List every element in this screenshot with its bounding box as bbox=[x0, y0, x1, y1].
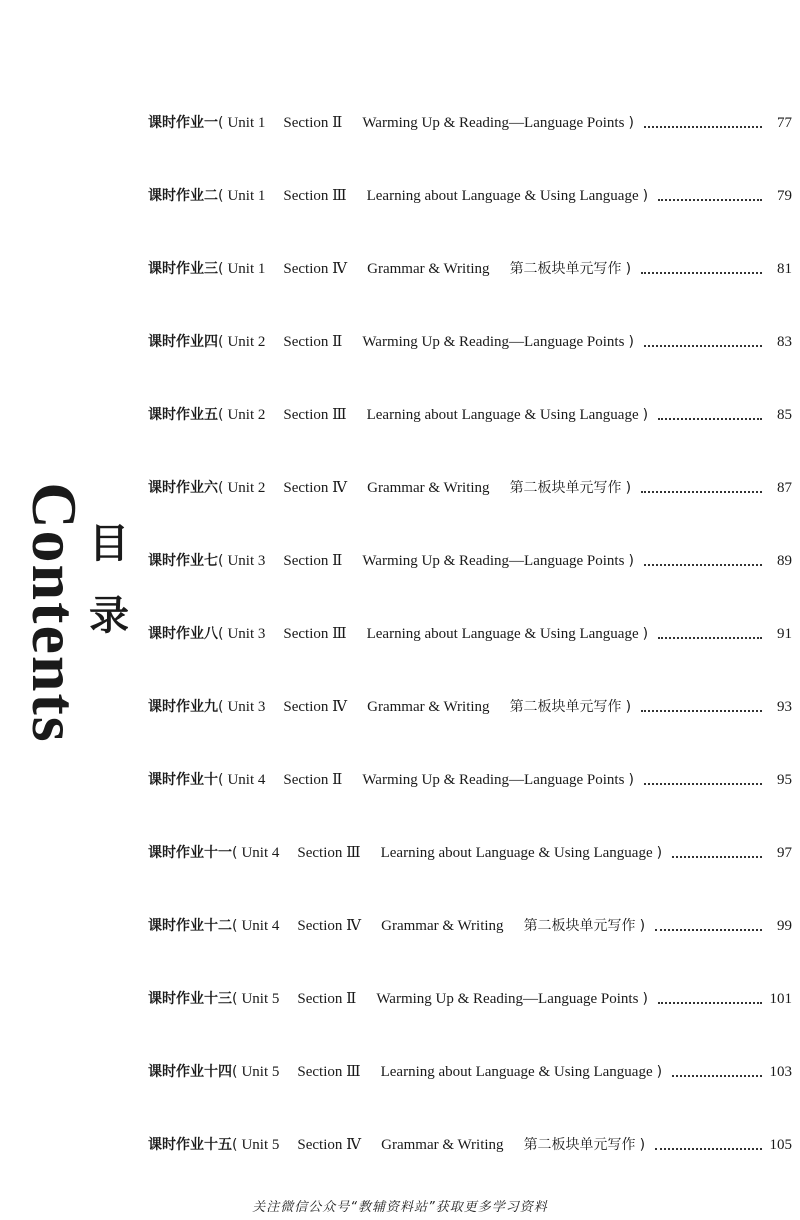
toc-entry-page-number: 79 bbox=[777, 187, 792, 204]
toc-entry-close-paren: ) bbox=[642, 187, 649, 204]
toc-entry-section: Section Ⅲ bbox=[297, 844, 361, 861]
footer-note: 关注微信公众号“教辅资料站”获取更多学习资料 bbox=[252, 1200, 548, 1215]
toc-entry-open-paren: ( bbox=[218, 771, 224, 788]
toc-entry-close-paren: ) bbox=[642, 625, 649, 642]
toc-entry-page-number: 83 bbox=[777, 333, 792, 350]
toc-entry-close-paren: ) bbox=[628, 333, 634, 350]
toc-entry-label: 课时作业五 bbox=[148, 406, 218, 423]
toc-entry-section: Section Ⅱ bbox=[283, 114, 343, 131]
toc-entry-label: 课时作业六 bbox=[148, 479, 218, 496]
toc-entry-page-number: 101 bbox=[769, 990, 792, 1007]
toc-entry-label: 课时作业四 bbox=[148, 333, 218, 350]
toc-entry-topic: Grammar & Writing bbox=[367, 479, 490, 496]
toc-entry-page-number: 85 bbox=[777, 406, 792, 423]
toc-entry-close-paren: ) bbox=[628, 771, 634, 788]
toc-entry-close-paren: ) bbox=[642, 406, 649, 423]
toc-entry-leader-dots bbox=[641, 271, 762, 274]
toc-entry-section: Section Ⅱ bbox=[283, 552, 343, 569]
toc-entry-label: 课时作业三 bbox=[148, 260, 218, 277]
toc-entry[interactable] bbox=[148, 670, 792, 743]
toc-entry-open-paren: ( bbox=[232, 1063, 238, 1080]
toc-entry-page-number: 91 bbox=[777, 625, 792, 642]
toc-entry-leader-dots bbox=[644, 125, 762, 128]
toc-entry-unit: Unit 2 bbox=[227, 333, 266, 350]
toc-entry-open-paren: ( bbox=[218, 479, 224, 496]
toc-entry-topic: Warming Up & Reading—Language Points bbox=[362, 333, 625, 350]
toc-entry-section: Section Ⅳ bbox=[297, 1136, 362, 1153]
toc-entry-label: 课时作业十四 bbox=[148, 1063, 232, 1080]
toc-entry-unit: Unit 4 bbox=[241, 844, 280, 861]
toc-entry-close-paren: ) bbox=[625, 479, 632, 496]
toc-entry-page-number: 81 bbox=[777, 260, 792, 277]
toc-entry[interactable] bbox=[148, 86, 792, 159]
toc-entry-leader-dots bbox=[644, 782, 762, 785]
toc-entry-topic: Warming Up & Reading—Language Points bbox=[376, 990, 639, 1007]
toc-entry-label: 课时作业九 bbox=[148, 698, 218, 715]
toc-entry-label: 课时作业十三 bbox=[148, 990, 232, 1007]
toc-entry[interactable] bbox=[148, 816, 792, 889]
toc-entry[interactable] bbox=[148, 524, 792, 597]
toc-entry-unit: Unit 4 bbox=[227, 771, 266, 788]
toc-entry-topic: Grammar & Writing bbox=[381, 1136, 504, 1153]
contents-title-block bbox=[8, 468, 128, 758]
toc-entry-label: 课时作业十 bbox=[148, 771, 218, 788]
toc-entry-leader-dots bbox=[658, 198, 762, 201]
toc-entry-section: Section Ⅱ bbox=[297, 990, 357, 1007]
toc-entry-unit: Unit 1 bbox=[227, 114, 266, 131]
toc-entry[interactable] bbox=[148, 889, 792, 962]
toc-entry[interactable] bbox=[148, 305, 792, 378]
toc-entry-topic: Learning about Language & Using Language bbox=[380, 844, 653, 861]
contents-title-english: Contents bbox=[19, 482, 90, 744]
toc-entry-close-paren: ) bbox=[642, 990, 648, 1007]
toc-entry-leader-dots bbox=[655, 928, 762, 931]
toc-entry-open-paren: ( bbox=[232, 844, 238, 861]
toc-entry-open-paren: ( bbox=[218, 625, 224, 642]
toc-entry-extra: 第二板块单元写作 bbox=[523, 917, 636, 934]
toc-entry-label: 课时作业二 bbox=[148, 187, 218, 204]
toc-entry-extra: 第二板块单元写作 bbox=[523, 1136, 636, 1153]
toc-entry[interactable] bbox=[148, 378, 792, 451]
toc-entry-leader-dots bbox=[644, 563, 762, 566]
toc-entry-unit: Unit 5 bbox=[241, 1063, 280, 1080]
toc-entry-topic: Learning about Language & Using Language bbox=[366, 187, 639, 204]
toc-entry-topic: Learning about Language & Using Language bbox=[366, 406, 639, 423]
toc-entry-unit: Unit 5 bbox=[241, 990, 280, 1007]
toc-entry-section: Section Ⅳ bbox=[297, 917, 362, 934]
toc-list bbox=[148, 86, 792, 1181]
toc-entry-leader-dots bbox=[658, 636, 762, 639]
toc-entry-label: 课时作业一 bbox=[148, 114, 218, 131]
toc-entry-open-paren: ( bbox=[232, 917, 238, 934]
toc-entry-leader-dots bbox=[641, 490, 762, 493]
toc-entry-page-number: 89 bbox=[777, 552, 792, 569]
toc-entry-leader-dots bbox=[641, 709, 762, 712]
toc-entry-open-paren: ( bbox=[218, 114, 224, 131]
toc-entry-section: Section Ⅲ bbox=[283, 187, 347, 204]
toc-entry-extra: 第二板块单元写作 bbox=[509, 698, 622, 715]
toc-entry-topic: Grammar & Writing bbox=[367, 260, 490, 277]
toc-entry-page-number: 99 bbox=[777, 917, 792, 934]
toc-entry-unit: Unit 1 bbox=[227, 187, 266, 204]
toc-entry-open-paren: ( bbox=[218, 552, 224, 569]
toc-entry[interactable] bbox=[148, 232, 792, 305]
toc-entry-label: 课时作业十二 bbox=[148, 917, 232, 934]
toc-entry-unit: Unit 3 bbox=[227, 625, 266, 642]
toc-entry-topic: Warming Up & Reading—Language Points bbox=[362, 114, 625, 131]
toc-entry-topic: Grammar & Writing bbox=[381, 917, 504, 934]
toc-entry-close-paren: ) bbox=[656, 844, 663, 861]
toc-entry-section: Section Ⅱ bbox=[283, 333, 343, 350]
toc-entry-extra: 第二板块单元写作 bbox=[509, 260, 622, 277]
toc-entry-leader-dots bbox=[655, 1147, 761, 1150]
toc-entry-close-paren: ) bbox=[639, 917, 646, 934]
toc-entry[interactable] bbox=[148, 451, 792, 524]
toc-entry-topic: Grammar & Writing bbox=[367, 698, 490, 715]
toc-entry-unit: Unit 2 bbox=[227, 479, 266, 496]
toc-entry-leader-dots bbox=[644, 344, 762, 347]
toc-entry-unit: Unit 2 bbox=[227, 406, 266, 423]
toc-entry-section: Section Ⅳ bbox=[283, 260, 348, 277]
toc-entry-open-paren: ( bbox=[232, 1136, 238, 1153]
toc-entry-section: Section Ⅳ bbox=[283, 698, 348, 715]
toc-entry-page-number: 105 bbox=[769, 1136, 792, 1153]
toc-entry-open-paren: ( bbox=[218, 698, 224, 715]
toc-entry-label: 课时作业七 bbox=[148, 552, 218, 569]
toc-entry-unit: Unit 3 bbox=[227, 552, 266, 569]
toc-entry-close-paren: ) bbox=[628, 552, 634, 569]
toc-entry-topic: Warming Up & Reading—Language Points bbox=[362, 552, 625, 569]
toc-entry-open-paren: ( bbox=[218, 406, 224, 423]
toc-entry-topic: Learning about Language & Using Language bbox=[366, 625, 639, 642]
toc-entry-unit: Unit 3 bbox=[227, 698, 266, 715]
toc-entry-open-paren: ( bbox=[218, 187, 224, 204]
toc-entry-open-paren: ( bbox=[218, 260, 224, 277]
contents-title-char-2: 录 bbox=[89, 593, 129, 639]
toc-entry-leader-dots bbox=[672, 855, 762, 858]
toc-entry-unit: Unit 4 bbox=[241, 917, 280, 934]
toc-entry-close-paren: ) bbox=[656, 1063, 663, 1080]
toc-entry-label: 课时作业十五 bbox=[148, 1136, 232, 1153]
toc-entry-extra: 第二板块单元写作 bbox=[509, 479, 622, 496]
toc-entry-label: 课时作业八 bbox=[148, 625, 218, 642]
toc-entry-page-number: 87 bbox=[777, 479, 792, 496]
toc-entry-open-paren: ( bbox=[218, 333, 224, 350]
toc-entry-page-number: 97 bbox=[777, 844, 792, 861]
toc-entry[interactable] bbox=[148, 1035, 792, 1108]
toc-entry-open-paren: ( bbox=[232, 990, 238, 1007]
toc-entry[interactable] bbox=[148, 962, 792, 1035]
toc-entry-close-paren: ) bbox=[628, 114, 634, 131]
toc-entry-close-paren: ) bbox=[625, 260, 632, 277]
contents-title-char-1: 目 bbox=[89, 521, 129, 567]
toc-entry-leader-dots bbox=[658, 417, 762, 420]
toc-entry-unit: Unit 1 bbox=[227, 260, 266, 277]
toc-entry[interactable] bbox=[148, 743, 792, 816]
contents-title-chinese bbox=[84, 508, 134, 652]
toc-entry-section: Section Ⅲ bbox=[283, 406, 347, 423]
toc-entry-topic: Learning about Language & Using Language bbox=[380, 1063, 653, 1080]
toc-entry-unit: Unit 5 bbox=[241, 1136, 280, 1153]
toc-entry-leader-dots bbox=[658, 1001, 762, 1004]
toc-entry-label: 课时作业十一 bbox=[148, 844, 232, 861]
toc-entry-close-paren: ) bbox=[625, 698, 632, 715]
toc-entry-section: Section Ⅲ bbox=[297, 1063, 361, 1080]
toc-entry[interactable] bbox=[148, 159, 792, 232]
toc-entry-page-number: 95 bbox=[777, 771, 792, 788]
toc-entry-section: Section Ⅱ bbox=[283, 771, 343, 788]
toc-entry-section: Section Ⅳ bbox=[283, 479, 348, 496]
toc-entry-close-paren: ) bbox=[639, 1136, 646, 1153]
toc-entry[interactable] bbox=[148, 1108, 792, 1181]
toc-entry[interactable] bbox=[148, 597, 792, 670]
toc-entry-page-number: 103 bbox=[769, 1063, 792, 1080]
toc-entry-page-number: 77 bbox=[777, 114, 792, 131]
toc-entry-page-number: 93 bbox=[777, 698, 792, 715]
toc-entry-leader-dots bbox=[672, 1074, 761, 1077]
toc-entry-topic: Warming Up & Reading—Language Points bbox=[362, 771, 625, 788]
toc-entry-section: Section Ⅲ bbox=[283, 625, 347, 642]
